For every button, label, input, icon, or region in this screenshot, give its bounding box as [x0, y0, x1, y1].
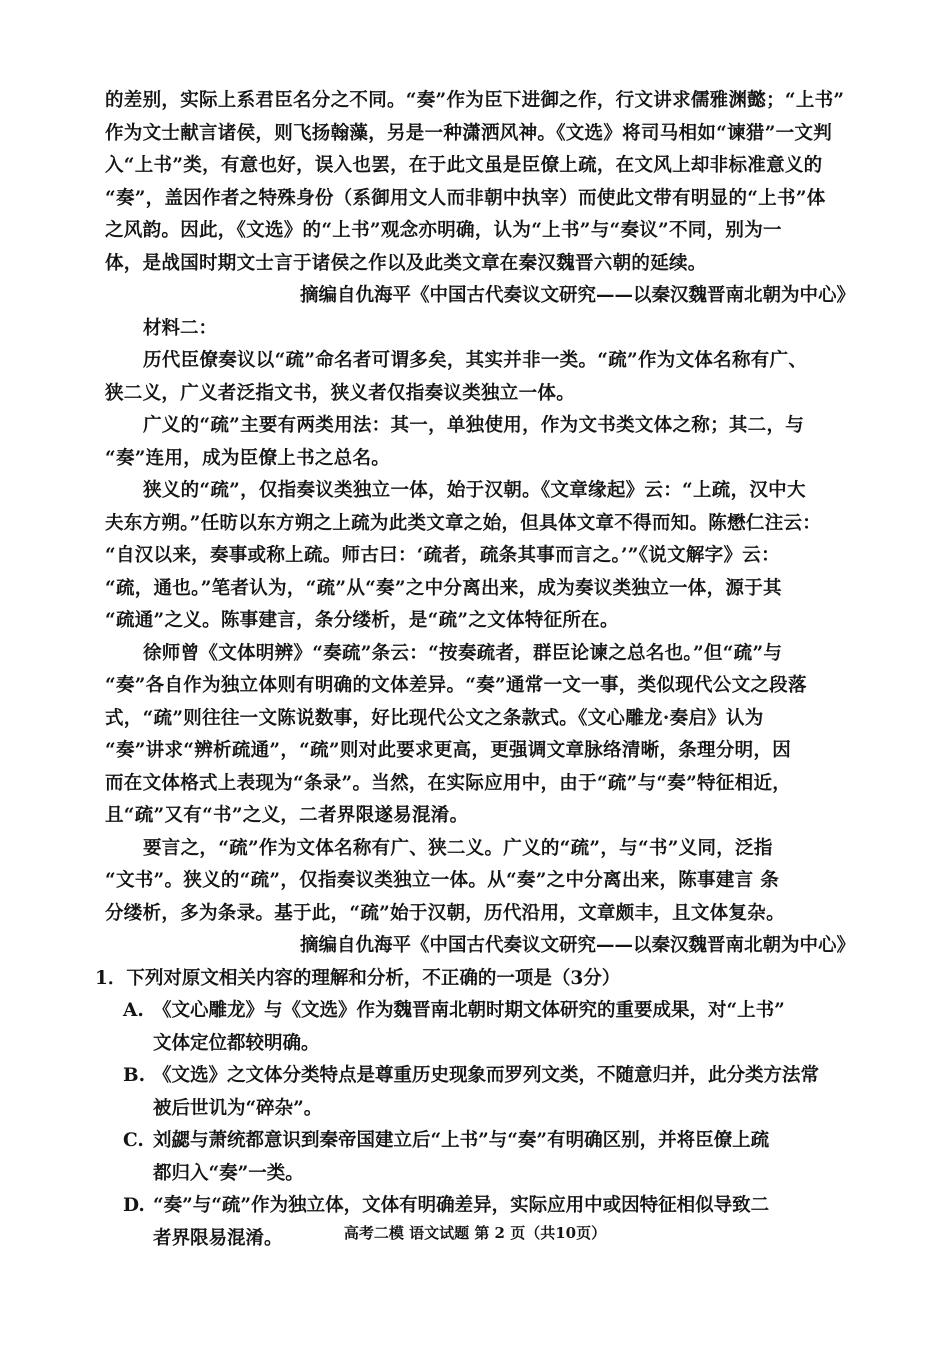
option-b[interactable] [95, 1060, 855, 1125]
text-line: “奏”各自作为独立体则有明确的文体差异。“奏”通常一文一事，类似现代公文之段落 [105, 675, 807, 696]
option-text: 文体定位都较明确。 [153, 1032, 320, 1054]
text-line: 历代臣僚奏议以“疏”命名者可谓多矣，其实并非一类。“疏”作为文体名称有广、 [143, 350, 808, 371]
text-line: “奏”连用，成为臣僚上书之总名。 [105, 447, 391, 469]
intro-passage [95, 85, 855, 1255]
option-a[interactable] [95, 995, 855, 1060]
text-line: 要言之，“疏”作为文体名称有广、狭二义。广义的“疏”，与“书”义同，泛指 [143, 837, 773, 859]
text-line: “奏”讲求“辨析疏通”，“疏”则对此要求更高，更强调文章脉络清晰，条理分明，因 [105, 740, 792, 761]
text-line: 夫东方朔。”任昉以东方朔之上疏为此类文章之始，但具体文章不得而知。陈懋仁注云： [105, 512, 822, 534]
question-block [95, 963, 855, 1256]
option-text: 《文选》之文体分类特点是尊重历史现象而罗列文类，不随意归并，此分类方法常 [153, 1065, 820, 1086]
paragraph [105, 475, 855, 638]
text-line: 且“疏”又有“书”之义，二者界限遂易混淆。 [105, 805, 469, 826]
text-line: 狭义的“疏”，仅指奏议类独立一体，始于汉朝。《文章缘起》云：“上疏，汉中大 [143, 480, 806, 501]
option-text: 《文心雕龙》与《文选》作为魏晋南北朝时期文体研究的重要成果，对“上书” [153, 1000, 785, 1021]
text-line: 的差别，实际上系君臣名分之不同。“奏”作为臣下进御之作，行文讲求儒雅渊懿；“上书” [105, 90, 845, 111]
citation: 摘编自仇海平《中国古代奏议文研究——以秦汉魏晋南北朝为中心》 [299, 935, 855, 956]
text-line: 广义的“疏”主要有两类用法：其一，单独使用，作为文书类文体之称；其二，与 [143, 415, 805, 436]
text-line: 徐师曾《文体明辨》“奏疏”条云：“按奏疏者，群臣论谏之总名也。”但“疏”与 [143, 642, 783, 664]
paragraph [105, 638, 855, 833]
text-line: 而在文体格式上表现为“条录”。当然，在实际应用中，由于“疏”与“奏”特征相近， [105, 772, 792, 794]
citation: 摘编自仇海平《中国古代奏议文研究——以秦汉魏晋南北朝为中心》 [299, 285, 855, 306]
text-line: 式，“疏”则往往一文陈说数事，好比现代公文之条款式。《文心雕龙·奏启》认为 [105, 707, 764, 729]
option-text: 被后世讥为“碎杂”。 [153, 1097, 323, 1119]
paragraph [105, 410, 855, 475]
option-text: 刘勰与萧统都意识到秦帝国建立后“上书”与“奏”有明确区别，并将臣僚上疏 [153, 1130, 770, 1151]
paragraph [105, 345, 855, 410]
text-line: 入“上书”类，有意也好，误入也罢，在于此文虽是臣僚上疏，在文风上却非标准意义的 [105, 155, 823, 176]
material-two-label: 材料二： [143, 317, 218, 339]
question-stem: 1．下列对原文相关内容的理解和分析，不正确的一项是（3分） [95, 967, 621, 989]
option-key: B. [123, 1065, 146, 1086]
text-line: “自汉以来，奏事或称上疏。师古曰：‘疏者，疏条其事而言之。’”《说文解字》云： [105, 545, 780, 566]
text-line: “疏，通也。”笔者认为，“疏”从“奏”之中分离出来，成为奏议类独立一体，源于其 [105, 577, 782, 599]
text-line: “文书”。狭义的“疏”，仅指奏议类独立一体。从“奏”之中分离出来，陈事建言 条 [105, 870, 779, 891]
option-text: “奏”与“疏”作为独立体，文体有明确差异，实际应用中或因特征相似导致二 [153, 1195, 770, 1216]
text-line: 之风韵。因此，《文选》的“上书”观念亦明确，认为“上书”与“奏议”不同，别为一 [105, 220, 782, 241]
option-key: A. [123, 1000, 144, 1021]
page-footer: 高考二模 语文试题 第 2 页（共10页） [343, 1224, 607, 1242]
option-key: D. [123, 1195, 145, 1216]
text-line: 狭二义，广义者泛指文书，狭义者仅指奏议类独立一体。 [105, 382, 576, 404]
text-line: 分缕析，多为条录。基于此，“疏”始于汉朝，历代沿用，文章颇丰，且文体复杂。 [105, 902, 785, 924]
text-line: 作为文士献言诸侯，则飞扬翰藻，另是一种潇洒风神。《文选》将司马相如“谏猎”一文判 [105, 122, 833, 144]
option-key: C. [123, 1130, 144, 1151]
option-c[interactable] [95, 1125, 855, 1190]
text-line: “奏”，盖因作者之特殊身份（系御用文人而非朝中执宰）而使此文带有明显的“上书”体 [105, 187, 826, 209]
text-line: “疏通”之义。陈事建言，条分缕析，是“疏”之文体特征所在。 [105, 610, 619, 631]
paragraph [105, 833, 855, 931]
text-line: 体，是战国时期文士言于诸侯之作以及此类文章在秦汉魏晋六朝的延续。 [105, 252, 707, 274]
option-text: 都归入“奏”一类。 [153, 1162, 304, 1184]
option-text: 者界限易混淆。 [153, 1227, 283, 1249]
